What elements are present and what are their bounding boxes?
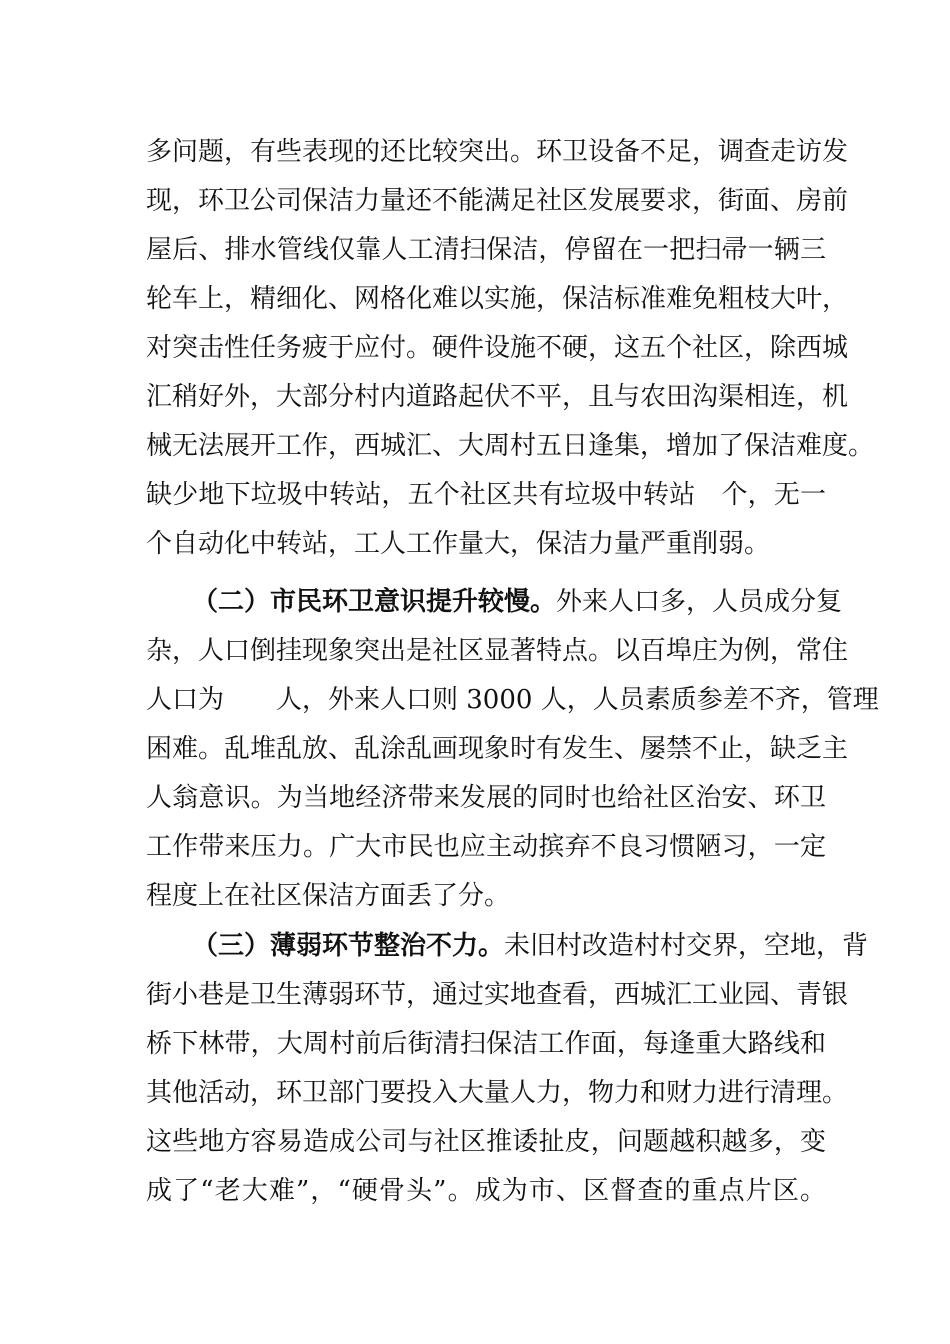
paragraph-2-line-1-text: 外来人口多，人员成分复 xyxy=(556,587,843,617)
paragraph-3-line-3: 桥下林带，大周村前后街清扫保洁工作面，每逢重大路线和 xyxy=(146,1029,826,1059)
paragraph-1-line-3: 屋后、排水管线仅靠人工清扫保洁，停留在一把扫帚一辆三 xyxy=(146,235,826,265)
paragraph-2-line-1 xyxy=(146,578,843,626)
paragraph-2-line-5: 人翁意识。为当地经济带来发展的同时也给社区治安、环卫 xyxy=(146,783,826,813)
section-heading-3: （三）薄弱环节整治不力。 xyxy=(192,931,505,961)
paragraph-3-line-6: 成了“老大难”，“硬骨头”。成为市、区督查的重点片区。 xyxy=(146,1176,826,1206)
paragraph-1-line-7: 械无法展开工作，西城汇、大周村五日逢集，增加了保洁难度。 xyxy=(146,431,875,461)
paragraph-2-line-2: 杂，人口倒挂现象突出是社区显著特点。以百埠庄为例，常住 xyxy=(146,636,849,666)
paragraph-1-line-4: 轮车上，精细化、网格化难以实施，保洁标准难免粗枝大叶， xyxy=(146,284,849,314)
paragraph-3-line-5: 这些地方容易造成公司与社区推诿扯皮，问题越积越多，变 xyxy=(146,1127,826,1157)
paragraph-2-line-3: 人口为 人，外来人口则 3000 人，人员素质参差不齐，管理 xyxy=(146,685,879,715)
paragraph-3-line-1 xyxy=(146,922,869,970)
paragraph-1-line-5: 对突击性任务疲于应付。硬件设施不硬，这五个社区，除西城 xyxy=(146,333,849,363)
paragraph-1-line-6: 汇稍好外，大部分村内道路起伏不平，且与农田沟渠相连，机 xyxy=(146,382,849,412)
paragraph-3-line-4: 其他活动，环卫部门要投入大量人力，物力和财力进行清理。 xyxy=(146,1078,849,1108)
paragraph-2-line-4: 困难。乱堆乱放、乱涂乱画现象时有发生、屡禁不止，缺乏主 xyxy=(146,734,849,764)
paragraph-2-line-7: 程度上在社区保洁方面丢了分。 xyxy=(146,881,511,911)
paragraph-1-line-8: 缺少地下垃圾中转站，五个社区共有垃圾中转站 个，无一 xyxy=(146,480,826,510)
paragraph-2-line-6: 工作带来压力。广大市民也应主动摈弃不良习惯陋习，一定 xyxy=(146,832,826,862)
paragraph-1-line-2: 现，环卫公司保洁力量还不能满足社区发展要求，街面、房前 xyxy=(146,186,849,216)
paragraph-1-line-1: 多问题，有些表现的还比较突出。环卫设备不足，调查走访发 xyxy=(146,137,849,167)
paragraph-3-line-1-text: 未旧村改造村村交界，空地，背 xyxy=(504,931,869,961)
paragraph-3-line-2: 街小巷是卫生薄弱环节，通过实地查看，西城汇工业园、青银 xyxy=(146,980,849,1010)
paragraph-1-line-9: 个自动化中转站，工人工作量大，保洁力量严重削弱。 xyxy=(146,529,771,559)
section-heading-2: （二）市民环卫意识提升较慢。 xyxy=(192,587,557,617)
